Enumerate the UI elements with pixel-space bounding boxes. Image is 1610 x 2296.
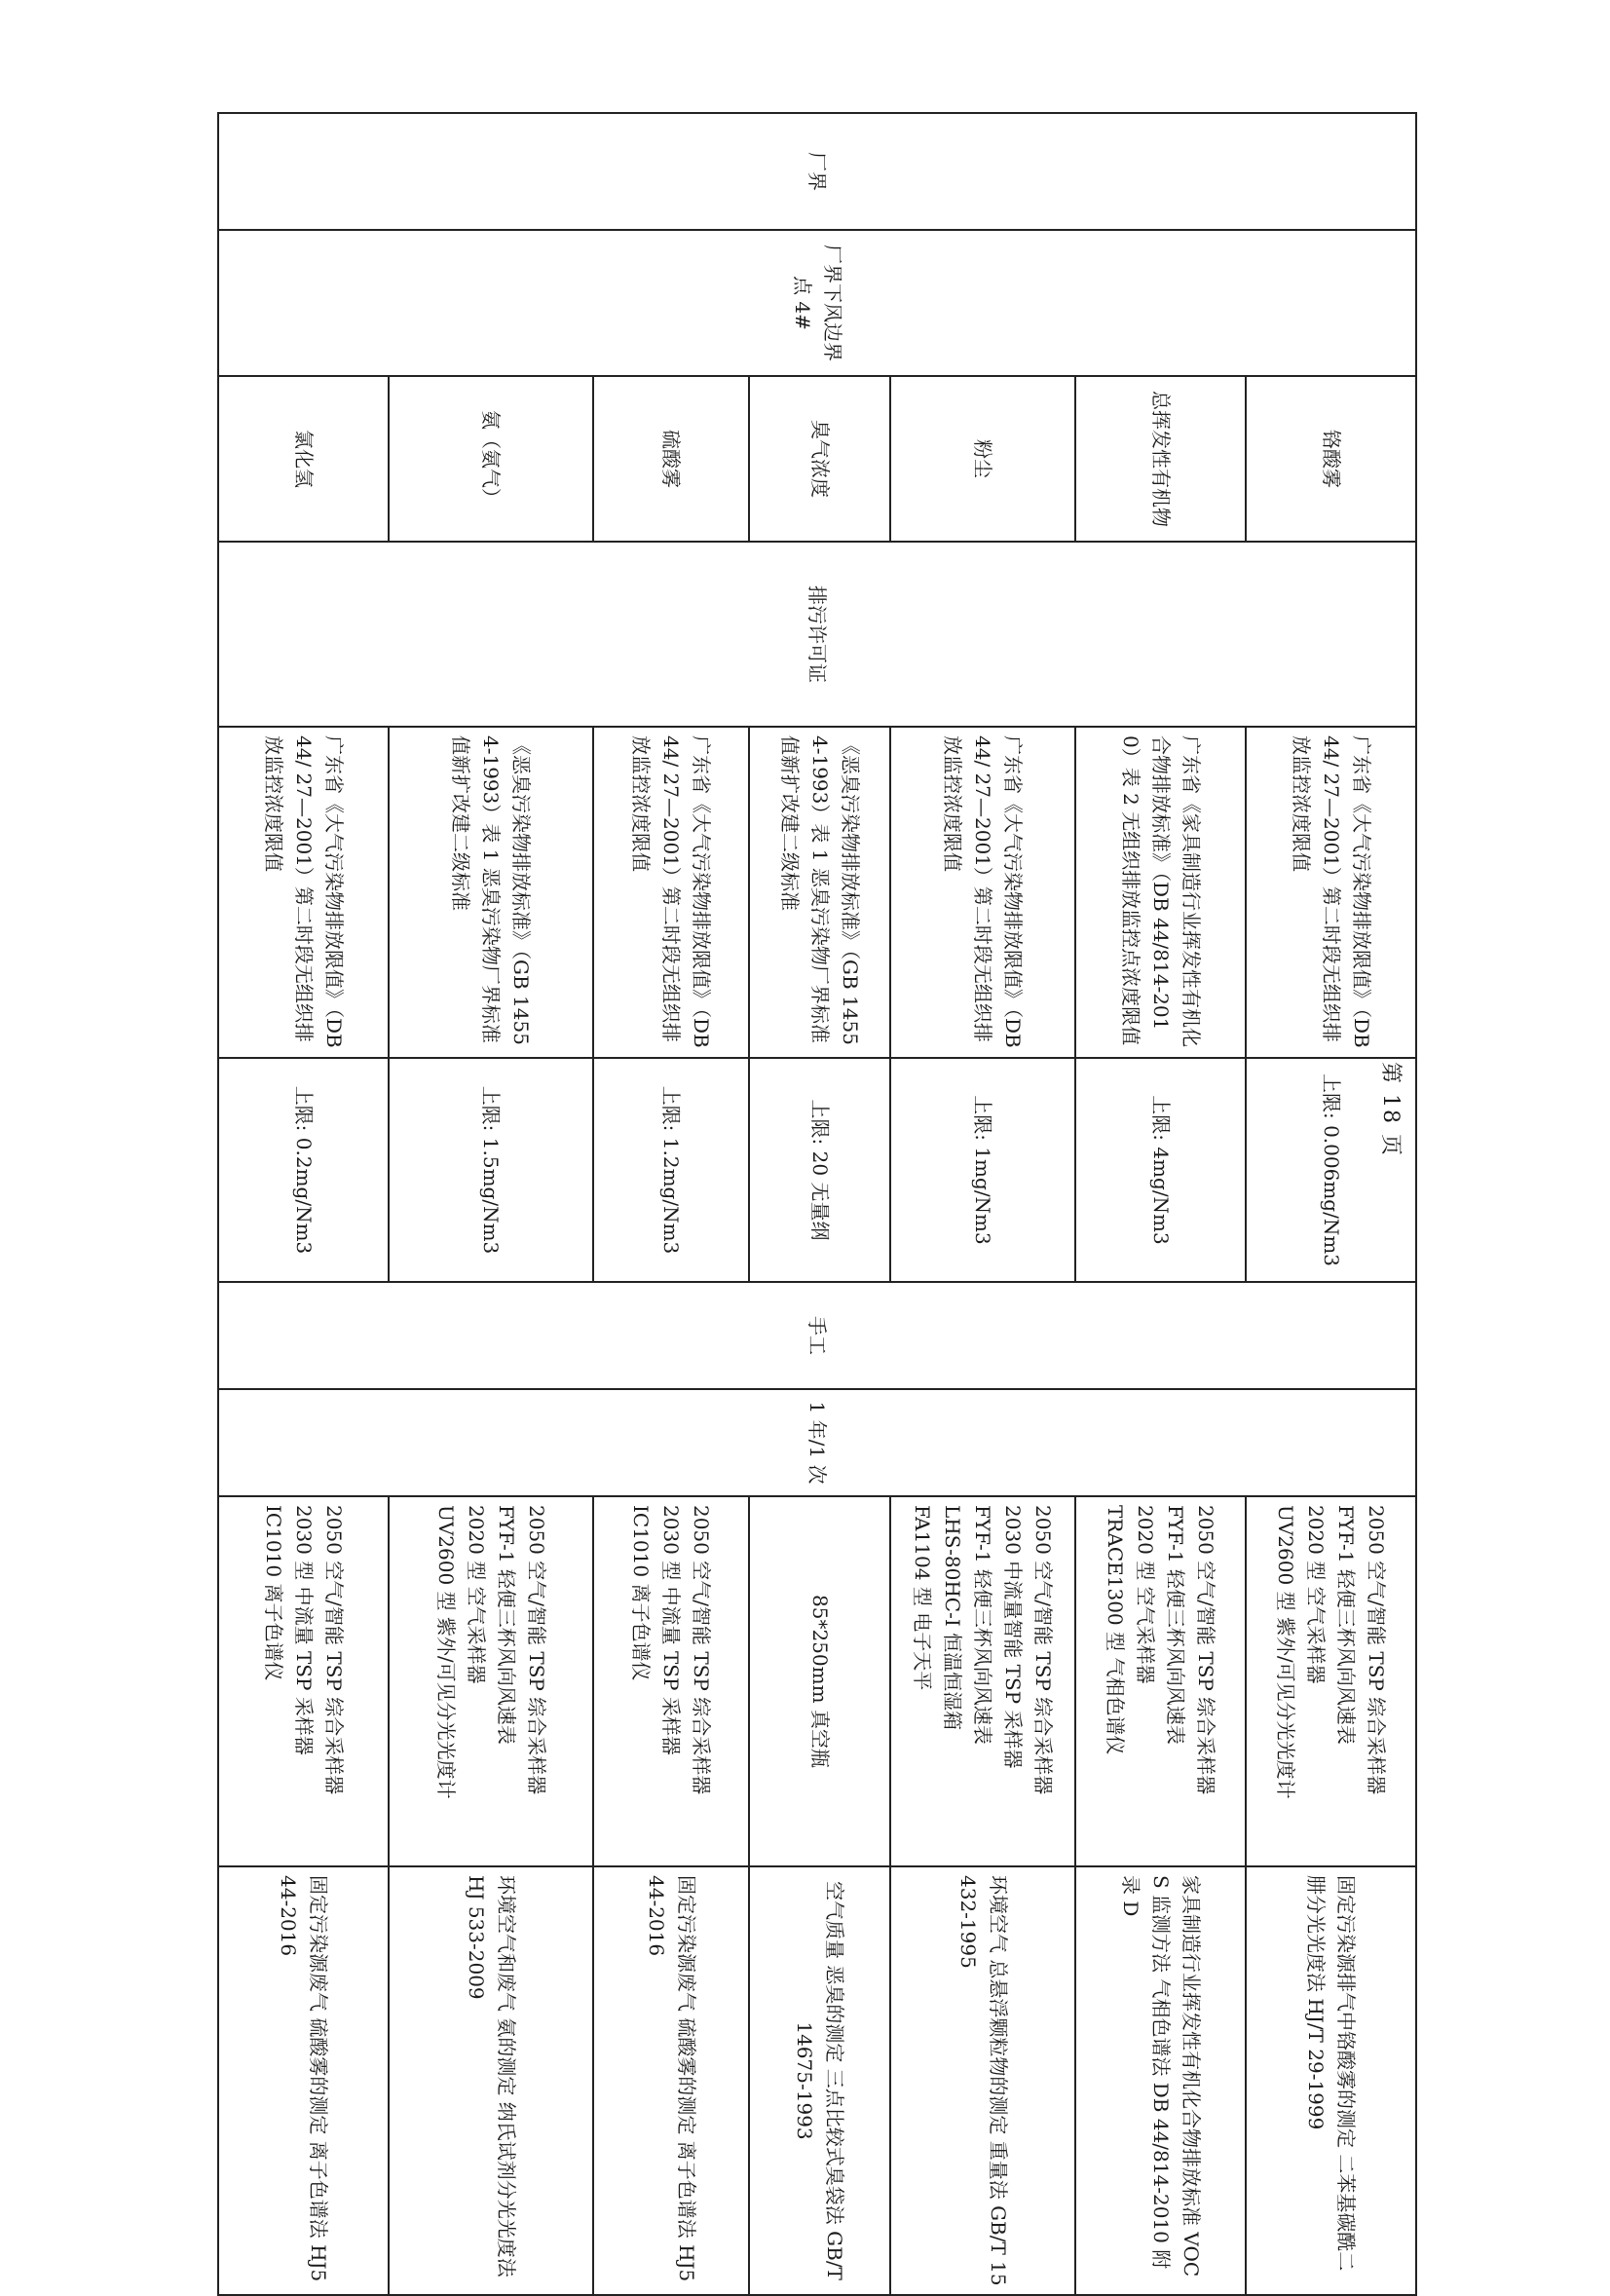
- standard-cell: 广东省《大气污染物排放限值》（DB44/ 27—2001）第二时段无组织排放监控浓度限值: [218, 727, 389, 1058]
- item-cell: 总挥发性有机物: [1075, 376, 1246, 542]
- instrument-line: 85*250mm 真空瓶: [808, 1595, 832, 1768]
- frequency-cell: 1 年/1 次: [218, 1389, 1416, 1496]
- limit-cell: 上限: 20 无量纲: [749, 1058, 890, 1282]
- standard-cell: 《恶臭污染物排放标准》（GB 14554-1993）表 1 恶臭污染物厂界标准值新扩改建二级标准: [749, 727, 890, 1058]
- instrument-line: 2030 型 中流量 TSP 采样器: [659, 1505, 684, 1755]
- instrument-line: FYF-1 轻便三杯风向风速表: [1164, 1505, 1188, 1745]
- instruments-cell: [389, 1496, 593, 1866]
- standard-cell: 广东省《大气污染物排放限值》（DB44/ 27—2001）第二时段无组织排放监控浓度限值: [1246, 727, 1416, 1058]
- instrument-line: 2050 空气/智能 TSP 综合采样器: [1031, 1505, 1056, 1795]
- item-cell: 铬酸雾: [1246, 376, 1416, 542]
- limit-cell: 上限: 1.2mg/Nm3: [593, 1058, 749, 1282]
- instrument-line: 2020 型 空气采样器: [465, 1505, 488, 1684]
- instruments-cell: [1075, 1496, 1246, 1866]
- page-number: 第 18 页: [1378, 1062, 1403, 1157]
- table-row: [593, 113, 749, 2295]
- instrument-line: 2050 空气/智能 TSP 综合采样器: [1365, 1505, 1389, 1795]
- method-cell: 空气质量 恶臭的测定 三点比较式臭袋法 GB/T14675-1993: [749, 1866, 890, 2295]
- instrument-line: 2050 空气/智能 TSP 综合采样器: [1194, 1505, 1218, 1795]
- instrument-line: FYF-1 轻便三杯风向风速表: [971, 1505, 995, 1745]
- instrument-line: 2020 型 空气采样器: [1134, 1505, 1158, 1684]
- table-row: [218, 113, 389, 2295]
- limit-cell: 上限: 0.006mg/Nm3: [1246, 1058, 1416, 1282]
- instrument-line: 2030 中流量智能 TSP 采样器: [1001, 1505, 1026, 1769]
- basis-cell: 排污许可证: [218, 542, 1416, 727]
- instruments-cell: [593, 1496, 749, 1866]
- item-cell: 粉尘: [890, 376, 1075, 542]
- instrument-line: UV2600 型 紫外/可见分光光度计: [1274, 1505, 1298, 1799]
- instrument-line: 2020 型 空气采样器: [1304, 1505, 1329, 1684]
- instrument-line: IC1010 离子色谱仪: [262, 1505, 285, 1681]
- site-cell: 厂界: [218, 113, 1416, 230]
- mode-cell: 手工: [218, 1282, 1416, 1389]
- standard-cell: 广东省《大气污染物排放限值》（DB44/ 27—2001）第二时段无组织排放监控浓度限值: [593, 727, 749, 1058]
- instrument-line: UV2600 型 紫外/可见分光光度计: [434, 1505, 458, 1799]
- item-cell: 臭气浓度: [749, 376, 890, 542]
- method-cell: 固定污染源排气中铬酸雾的测定 二苯基碳酰二肼分光光度法 HJ/T 29-1999: [1246, 1866, 1416, 2295]
- method-cell: 家具制造行业挥发性有机化合物排放标准 VOCS 监测方法 气相色谱法 DB 44/814-2010 附录 D: [1075, 1866, 1246, 2295]
- instrument-line: 2050 空气/智能 TSP 综合采样器: [690, 1505, 714, 1795]
- instrument-line: TRACE1300 型 气相色谱仪: [1104, 1505, 1128, 1755]
- standard-cell: 广东省《家具制造行业挥发性有机化合物排放标准》（DB 44/814-2010）表 2 无组织排放监控点浓度限值: [1075, 727, 1246, 1058]
- instrument-line: 2050 空气/智能 TSP 综合采样器: [322, 1505, 346, 1795]
- limit-cell: 上限: 1.5mg/Nm3: [389, 1058, 593, 1282]
- instrument-line: FYF-1 轻便三杯风向风速表: [495, 1505, 518, 1745]
- standard-cell: 广东省《大气污染物排放限值》（DB44/ 27—2001）第二时段无组织排放监控浓度限值: [890, 727, 1075, 1058]
- table-row: [890, 113, 1075, 2295]
- instrument-line: 2030 型 中流量 TSP 采样器: [292, 1505, 316, 1755]
- limit-cell: 上限: 4mg/Nm3: [1075, 1058, 1246, 1282]
- method-cell: 固定污染源废气 硫酸雾的测定 离子色谱法 HJ544-2016: [593, 1866, 749, 2295]
- instruments-cell: [749, 1496, 890, 1866]
- method-cell: 环境空气和废气 氨的测定 纳氏试剂分光光度法 HJ 533-2009: [389, 1866, 593, 2295]
- item-cell: 氯化氢: [218, 376, 389, 542]
- point-cell: 厂界下风边界点 4#: [218, 230, 1416, 376]
- instrument-line: FA1104 型 电子天平: [911, 1505, 935, 1691]
- instruments-cell: [890, 1496, 1075, 1866]
- item-cell: 硫酸雾: [593, 376, 749, 542]
- instrument-line: 2050 空气/智能 TSP 综合采样器: [525, 1505, 548, 1795]
- standard-cell: 《恶臭污染物排放标准》（GB 14554-1993）表 1 恶臭污染物厂界标准值新扩改建二级标准: [389, 727, 593, 1058]
- rotated-table-wrapper: [219, 112, 1417, 2294]
- instruments-cell: [1246, 1496, 1416, 1866]
- instrument-line: IC1010 离子色谱仪: [629, 1505, 654, 1681]
- instrument-line: LHS-80HC-I 恒温恒湿箱: [941, 1505, 965, 1731]
- item-cell: 氨（氨气）: [389, 376, 593, 542]
- monitoring-table: [217, 112, 1417, 2296]
- method-cell: 固定污染源废气 硫酸雾的测定 离子色谱法 HJ544-2016: [218, 1866, 389, 2295]
- table-row: [749, 113, 890, 2295]
- table-row: [1075, 113, 1246, 2295]
- instruments-cell: [218, 1496, 389, 1866]
- table-row: [389, 113, 593, 2295]
- method-cell: 环境空气 总悬浮颗粒物的测定 重量法 GB/T 15432-1995: [890, 1866, 1075, 2295]
- limit-cell: 上限: 1mg/Nm3: [890, 1058, 1075, 1282]
- instrument-line: FYF-1 轻便三杯风向风速表: [1334, 1505, 1359, 1745]
- limit-cell: 上限: 0.2mg/Nm3: [218, 1058, 389, 1282]
